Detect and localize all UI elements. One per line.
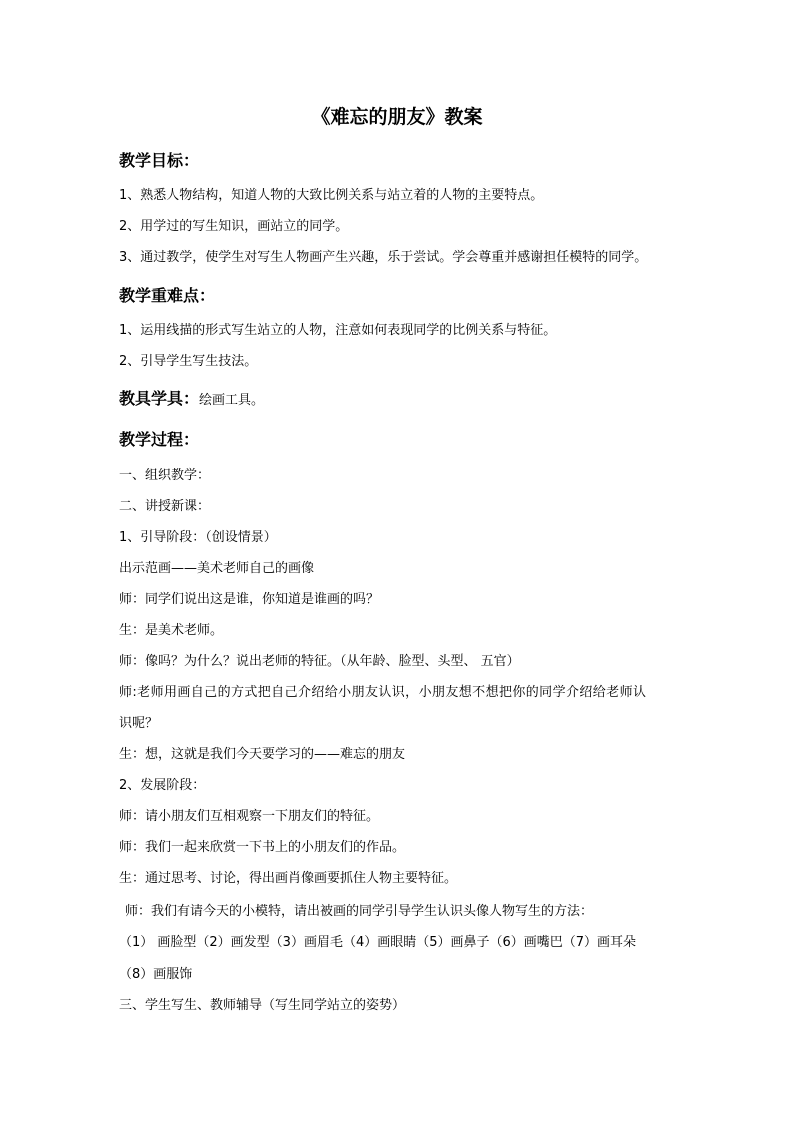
process-line: 师：请小朋友们互相观察一下朋友们的特征。: [119, 809, 380, 824]
process-line: （1） 画脸型（2）画发型（3）画眉毛（4）画眼睛（5）画鼻子（6）画嘴巴（7）画耳朵: [119, 935, 637, 950]
process-line: 师：同学们说出这是谁，你知道是谁画的吗？: [119, 592, 380, 607]
process-line: 师：我们有请今天的小模特，请出被画的同学引导学生认识头像人物写生的方法：: [125, 904, 594, 919]
key-points-heading: 教学重难点：: [119, 286, 216, 305]
process-line: 生：是美术老师。: [119, 623, 224, 638]
process-line: 生：通过思考、讨论，得出画肖像画要抓住人物主要特征。: [119, 871, 458, 886]
objective-item: 3、通过教学，使学生对写生人物画产生兴趣，乐于尝试。学会尊重并感谢担任模特的同学。: [119, 250, 648, 265]
process-line: 三、学生写生、教师辅导（写生同学站立的姿势）: [119, 998, 406, 1013]
process-line: 生：想，这就是我们今天要学习的——难忘的朋友: [119, 747, 406, 762]
process-line: 师：像吗？为什么？说出老师的特征。（从年龄、脸型、头型、 五官）: [119, 654, 520, 669]
document-title: 《难忘的朋友》教案: [311, 106, 483, 128]
process-line: 识呢？: [119, 716, 159, 731]
key-point-item: 2、引导学生写生技法。: [119, 354, 258, 369]
objectives-heading: 教学目标：: [119, 151, 200, 170]
process-heading: 教学过程：: [119, 430, 200, 449]
objective-item: 2、用学过的写生知识，画站立的同学。: [119, 219, 349, 234]
objective-item: 1、熟悉人物结构，知道人物的大致比例关系与站立着的人物的主要特点。: [119, 188, 544, 203]
tools-heading: 教具学具：: [119, 389, 200, 408]
process-line: 一、组织教学：: [119, 468, 211, 483]
tools-heading-row: [119, 388, 264, 412]
process-line: 1、引导阶段：（创设情景）: [119, 530, 277, 545]
process-line: 2、发展阶段：: [119, 778, 206, 793]
process-line: 出示范画——美术老师自己的画像: [119, 561, 315, 576]
process-line: （8）画服饰: [119, 967, 193, 982]
key-point-item: 1、运用线描的形式写生站立的人物，注意如何表现同学的比例关系与特征。: [119, 323, 557, 338]
process-line: 师：我们一起来欣赏一下书上的小朋友们的作品。: [119, 840, 406, 855]
process-line: 二、讲授新课：: [119, 499, 211, 514]
tools-text: 绘画工具。: [199, 393, 265, 408]
process-line: 师:老师用画自己的方式把自己介绍给小朋友认识，小朋友想不想把你的同学介绍给老师认: [119, 685, 647, 700]
